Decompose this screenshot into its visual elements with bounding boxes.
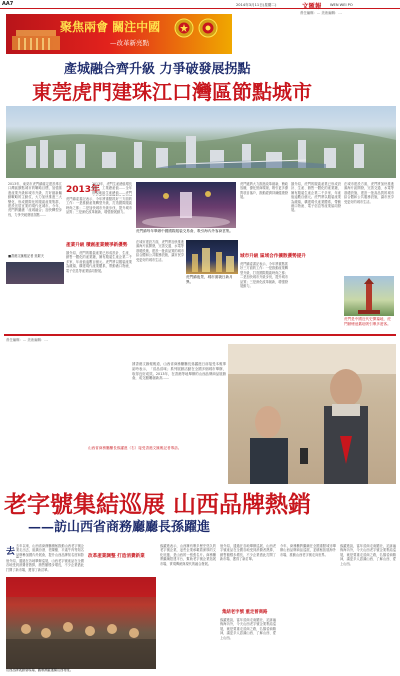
monument-photo <box>344 276 394 316</box>
top-subhead-1: 產業升級 積創產業競爭新優勢 <box>66 243 128 248</box>
bottom-headline: 老字號集結巡展 山西品牌熱銷 <box>4 491 312 518</box>
bottom-col-text-f: 孫躍進說，當年晉商走南闖北，足跡遍佈海內外，今天山西老字號企業集結巡展，就是要重走晉商之路，弘揚晉商精神，讓更多人認識山西、了解山西、愛上山西。 <box>340 544 396 566</box>
paper-name-en: WEN WEI PO <box>330 2 353 7</box>
bottom-dropcap: 去 <box>6 547 16 557</box>
left-photo <box>6 262 64 284</box>
night-view-photo <box>186 240 238 274</box>
top-col-text-d: 在城市建設方面，虎門將加快推進濱海片區開發，完善交通、水電等基礎設施，建設一批高品質的城市綜合體和公共服務設施，讓市民享受更好的城市生活。 <box>136 240 184 262</box>
exhibition-photo <box>136 182 236 228</box>
cppcc-emblem-icon <box>198 18 218 38</box>
bottom-col-text-a2: 他介紹，通過在各地舉辦巡展，山西老字號產品在全國各地受到消費者熱捧，銷售額穩步增長，不少企業借此打開了新市場，獲得了新訂單。 <box>6 559 84 572</box>
credit-line: ■香港文匯報記者 吳繁天 <box>8 254 44 258</box>
paper-name: 文匯報 <box>302 1 322 10</box>
great-hall-icon <box>6 14 66 54</box>
national-emblem-icon <box>174 18 194 38</box>
banner-title: 聚焦兩會 關注中國 <box>60 20 161 34</box>
banner-subtitle: —改革新亮點 <box>110 39 149 47</box>
top-col-text-c: 據介紹，虎門的服裝產業已形成設計、生產、銷售一體化的產業鏈，擁有服裝生產企業二千多家，年產值逾數百億元。虎門將以服裝產業為龍頭，構建現代產業體系，帶動港口物流、電子信息等產業協同發展。 <box>66 251 132 273</box>
bottom-subhead-2: 集結老字號 重走晉商路 <box>222 610 268 615</box>
bottom-lead-text: 據香港文匯報報道，山西省商務廳廳長孫躍進日前接受本報專訪時表示，「晉品晉味」系列展銷活動在全國多個城市舉辦，取得良好成效。2013年，在香港等地舉辦的山西品牌商品展銷會，成交額屢創新高…… <box>132 362 226 381</box>
exhibition-caption: 虎門鎮每年舉辦中國國際服裝交易會，吸引海內外客商雲集。 <box>136 229 234 233</box>
page-code: AA7 <box>2 1 14 7</box>
monument-caption: 虎門是中國近代史開篇地，虎門銷煙池舊址吸引眾多遊客。 <box>344 317 391 326</box>
section-divider <box>4 334 396 336</box>
bottom-section-line: 責任編輯：… 美術編輯：… <box>6 338 48 342</box>
bottom-col-text-c: 他介紹，通過在各地舉辦巡展，山西老字號產品在全國各地受到消費者熱捧，銷售額穩步增長，不少企業借此打開了新市場，獲得了新訂單。 <box>220 544 276 562</box>
top-story-headline: 東莞虎門建珠江口灣區節點城市 <box>32 80 312 104</box>
bottom-col-text-a: 去年以來，山西省商務廳積極推動山西老字號企業走出去，組織汾酒、老陳醋、平遙牛肉等知名品牌參加國內外展會，提升山西品牌知名度和影 <box>16 544 84 557</box>
date-line: 2014年3月11日(星期二) <box>236 2 277 7</box>
top-col-text-g: 據介紹，虎門的服裝產業已形成設計、生產、銷售一體化的產業鏈，擁有服裝生產企業二千多家，年產值逾數百億元。虎門將以服裝產業為龍頭，構建現代產業體系，帶動港口物流、電子信息等產業協同發展。 <box>291 182 341 213</box>
banner <box>6 14 232 54</box>
city-panorama-photo <box>6 106 396 178</box>
top-dropcap: 2013年 <box>66 185 101 195</box>
night-view-caption: 虎門鎮夜景，城市面貌日新月異。 <box>186 275 233 284</box>
bottom-col-text-b: 孫躍進表示，山西擁有眾多歷史悠久的老字號企業，這些企業承載着深厚的文化底蘊，是山西的一張張名片。商務廳將繼續搭建平台，幫助老字號企業拓展市場，實現傳統與現代的融合發展。 <box>160 544 216 566</box>
top-col-text-f: 虎門鎮委書記表示，今年將重點抓好三方面的工作：一是推動產業轉型升級，打造國際服裝時尚之都；二是加快城市升級步伐，提升城市品質；三是深化改革創新，增強發展動力。 <box>240 262 288 289</box>
top-col-text-e: 虎門還將大力推進改革創新，簡政放權，優化營商環境，吸引更多優質項目落戶，推動經濟持續健康發展。 <box>240 182 288 200</box>
bottom-subtitle: ——訪山西省商務廳廳長孫躍進 <box>28 520 211 535</box>
top-col-text-h: 在城市建設方面，虎門將加快推進濱海片區開發，完善交通、水電等基礎設施，建設一批高品質的城市綜合體和公共服務設施，讓市民享受更好的城市生活。 <box>344 182 394 204</box>
page-header <box>0 0 400 9</box>
section-line: 責任編輯：… 美術編輯：… <box>300 11 342 15</box>
top-left-text: 2013年，東莞市虎門鎮確定建設珠江口灣區節點城市的戰略目標，加強推進產業升級和城市升級，打好創新驅動戰略的主動仗，大力加快推進三大變化，形成國際化的服裝產業集群，建設宜居宜業的現代化城市。今年，虎門將圍繞「產城融合」加快轉型步伐，力爭突破發展拐點…… <box>8 182 62 217</box>
top-col-text-b: 虎門鎮委書記表示，今年將重點抓好三方面的工作：一是推動產業轉型升級，打造國際服裝時尚之都；二是加快城市升級步伐，提升城市品質；三是深化改革創新，增強發展動力。 <box>66 197 132 215</box>
interview-caption: 山西省商務廳廳長孫躍進（右）接受香港文匯報記者專訪。 <box>88 446 182 450</box>
market-photo <box>6 577 156 669</box>
top-story-subtitle: 產城融合齊升級 力爭破發展拐點 <box>64 62 251 77</box>
interview-photo <box>228 344 396 484</box>
top-col-text-a: 2013年，虎門生產總值增長穩定，工業總產值……全年實現地區生產總值……虎門 <box>92 182 132 195</box>
bottom-col-text-d: 孫躍進說，當年晉商走南闖北，足跡遍佈海內外，今天山西老字號企業集結巡展，就是要重走晉商之路，弘揚晉商精神，讓更多人認識山西、了解山西、愛上山西。 <box>220 618 276 640</box>
market-caption: 山西品牌展銷會現場，觀眾踴躍選購山西特產。 <box>6 668 73 672</box>
bottom-subhead-1: 改革產業調整 打造消費新業 <box>88 554 145 559</box>
top-subhead-2: 城市升級 區域合作擴散優勢提升 <box>240 254 306 259</box>
bottom-col-text-e: 今年，商務廳將繼續在全國重點城市舉辦山西品牌商品巡展，並積極拓展海外市場，推動山西老字號走向世界。 <box>280 544 336 557</box>
